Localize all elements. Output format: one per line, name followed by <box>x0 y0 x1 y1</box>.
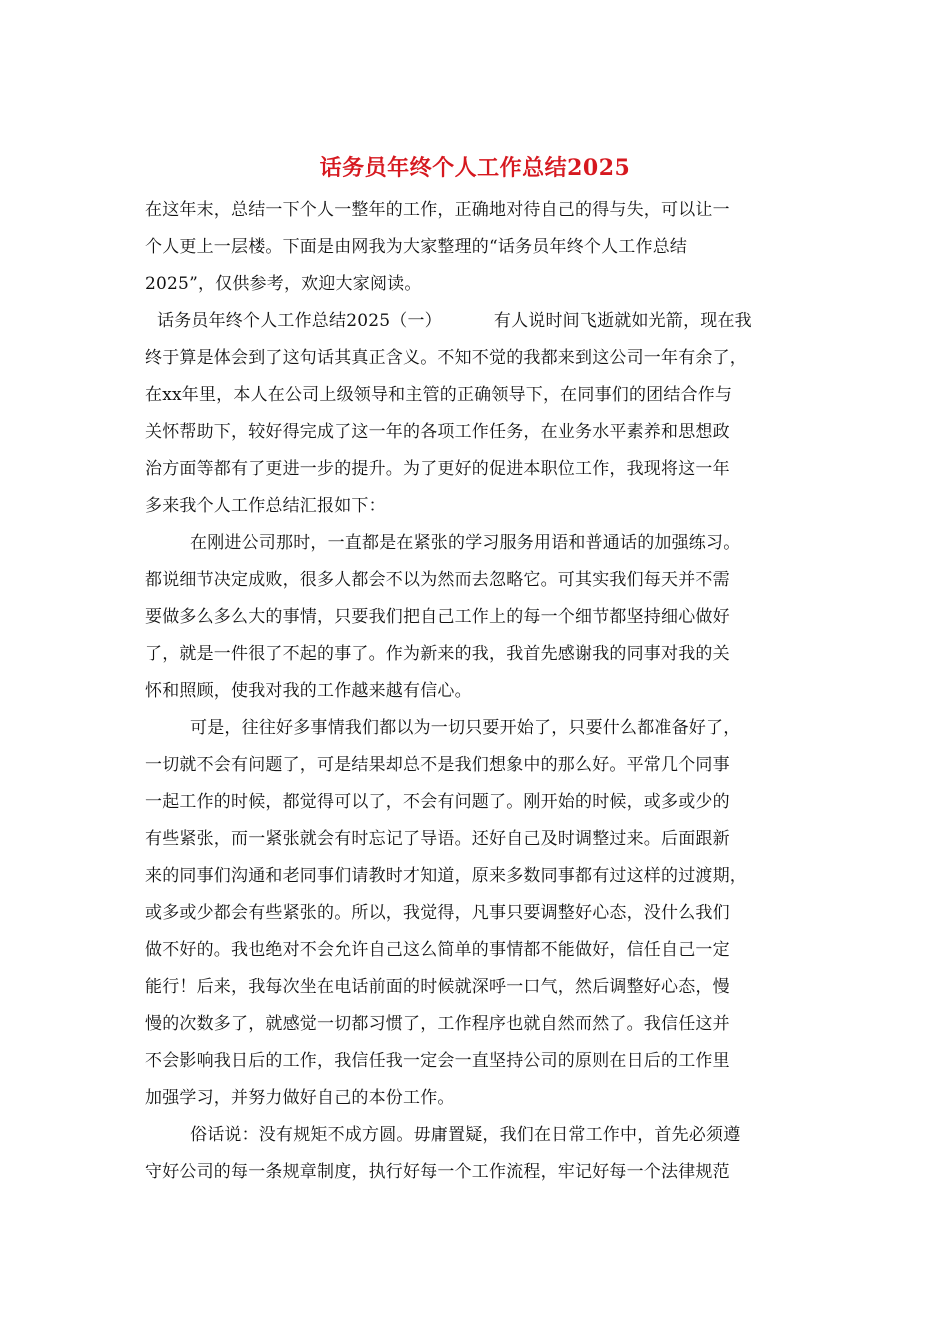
paragraph-4-line-2: 守好公司的每一条规章制度，执行好每一个工作流程，牢记好每一个法律规范 <box>145 1162 730 1182</box>
paragraph-3-line-4: 有些紧张，而一紧张就会有时忘记了导语。还好自己及时调整过来。后面跟新 <box>145 829 730 849</box>
paragraph-3-line-11: 加强学习，并努力做好自己的本份工作。 <box>145 1088 455 1108</box>
paragraph-2-line-1: 在刚进公司那时，一直都是在紧张的学习服务用语和普通话的加强练习。 <box>190 533 741 553</box>
paragraph-3-line-6: 或多或少都会有些紧张的。所以，我觉得，凡事只要调整好心态，没什么我们 <box>145 903 730 923</box>
paragraph-3-line-3: 一起工作的时候，都觉得可以了，不会有问题了。刚开始的时候，或多或少的 <box>145 792 730 812</box>
section-heading-line <box>157 306 827 336</box>
paragraph-3-line-10: 不会影响我日后的工作，我信任我一定会一直坚持公司的原则在日后的工作里 <box>145 1051 730 1071</box>
paragraph-2-line-5: 怀和照顾，使我对我的工作越来越有信心。 <box>145 681 472 701</box>
paragraph-1-line-3: 在xx年里，本人在公司上级领导和主管的正确领导下，在同事们的团结合作与 <box>145 385 733 405</box>
section-heading: 话务员年终个人工作总结2025（一） <box>157 311 442 331</box>
paragraph-3-line-7: 做不好的。我也绝对不会允许自己这么简单的事情都不能做好，信任自己一定 <box>145 940 730 960</box>
paragraph-2-line-2: 都说细节决定成败，很多人都会不以为然而去忽略它。可其实我们每天并不需 <box>145 570 730 590</box>
paragraph-3-line-1: 可是，往往好多事情我们都以为一切只要开始了，只要什么都准备好了， <box>190 718 741 738</box>
paragraph-1-start: 有人说时间飞逝就如光箭，现在我 <box>493 311 752 331</box>
intro-line-2: 个人更上一层楼。下面是由网我为大家整理的“话务员年终个人工作总结 <box>145 237 688 257</box>
paragraph-1-line-5: 治方面等都有了更进一步的提升。为了更好的促进本职位工作，我现将这一年 <box>145 459 730 479</box>
intro-line-1: 在这年末，总结一下个人一整年的工作，正确地对待自己的得与失，可以让一 <box>145 200 730 220</box>
paragraph-3-line-5: 来的同事们沟通和老同事们请教时才知道，原来多数同事都有过这样的过渡期， <box>145 866 747 886</box>
document-title: 话务员年终个人工作总结2025 <box>319 155 631 181</box>
paragraph-2-line-4: 了，就是一件很了不起的事了。作为新来的我，我首先感谢我的同事对我的关 <box>145 644 730 664</box>
intro-line-3: 2025”，仅供参考，欢迎大家阅读。 <box>145 274 422 294</box>
paragraph-1-line-4: 关怀帮助下，较好得完成了这一年的各项工作任务，在业务水平素养和思想政 <box>145 422 730 442</box>
paragraph-1-line-2: 终于算是体会到了这句话其真正含义。不知不觉的我都来到这公司一年有余了， <box>145 348 747 368</box>
paragraph-1-line-6: 多来我个人工作总结汇报如下： <box>145 496 386 516</box>
paragraph-2-line-3: 要做多么多么大的事情，只要我们把自己工作上的每一个细节都坚持细心做好 <box>145 607 730 627</box>
paragraph-4-line-1: 俗话说：没有规矩不成方圆。毋庸置疑，我们在日常工作中，首先必须遵 <box>190 1125 741 1145</box>
paragraph-3-line-2: 一切就不会有问题了，可是结果却总不是我们想象中的那么好。平常几个同事 <box>145 755 730 775</box>
paragraph-3-line-8: 能行！后来，我每次坐在电话前面的时候就深呼一口气，然后调整好心态，慢 <box>145 977 730 997</box>
paragraph-3-line-9: 慢的次数多了，就感觉一切都习惯了，工作程序也就自然而然了。我信任这并 <box>145 1014 730 1034</box>
